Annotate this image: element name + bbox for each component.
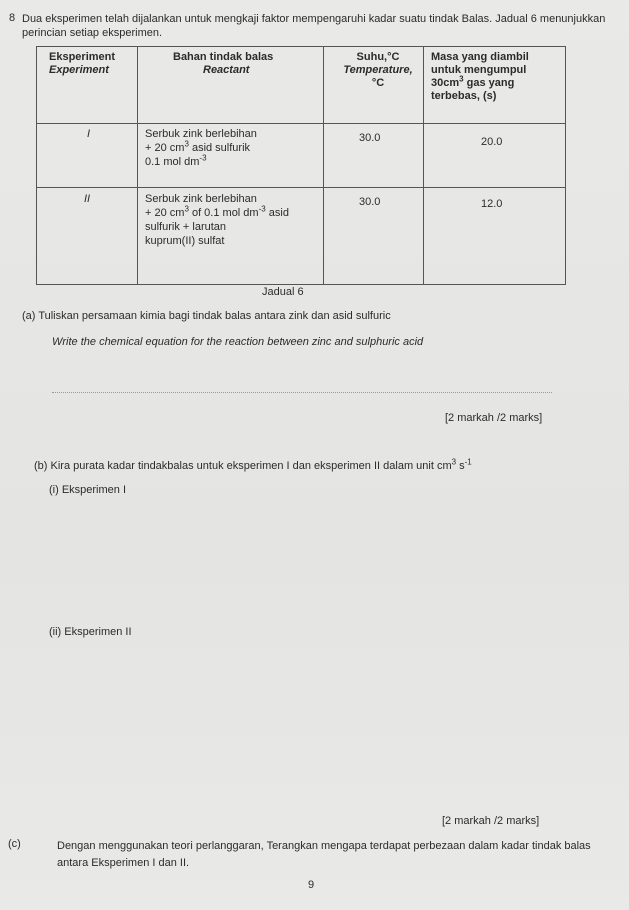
part-c-label: (c) (8, 838, 21, 850)
row2-time: 12.0 (481, 198, 503, 210)
row2-reactant: Serbuk zink berlebihan + 20 $cm^3$ of 0.1 mol $dm^{-3}$ asid sulfurik + larutan kuprum(II) sulfat (145, 193, 289, 247)
part-a-text-en: Write the chemical equation for the reaction between zinc and sulphuric acid (52, 336, 424, 348)
table-divider (37, 123, 565, 124)
table-divider (423, 47, 424, 284)
part-c-text: Dengan menggunakan teori perlanggaran, Terangkan mengapa terdapat perbezaan dalam kadar tindak balas antara Eksperimen I dan II. (57, 840, 591, 869)
header-experiment: Eksperiment Experiment (49, 51, 116, 76)
row2-temperature: 30.0 (359, 196, 381, 208)
table-divider (323, 47, 324, 284)
row1-temperature: 30.0 (359, 132, 381, 144)
header-time: Masa yang diambil untuk mengumpul $30cm^3$ gas yang terbebas, (s) (431, 51, 529, 102)
page-number: 9 (308, 879, 315, 891)
part-b-sub-i: (i) Eksperimen I (49, 484, 127, 496)
experiment-table (36, 46, 566, 285)
table-caption: Jadual 6 (262, 286, 304, 298)
part-a-text: Tuliskan persamaan kimia bagi tindak balas antara zink dan asid sulfuric (38, 310, 391, 322)
answer-line (52, 392, 552, 393)
row1-experiment: I (87, 128, 91, 140)
part-b-label: (b) (34, 460, 48, 472)
table-divider (37, 187, 565, 188)
header-temperature: Suhu,°C Temperature, °C (343, 51, 413, 89)
part-b-sub-ii: (ii) Eksperimen II (49, 626, 132, 638)
part-a-label: (a) (22, 310, 36, 322)
header-reactant: Bahan tindak balas Reactant (173, 51, 274, 76)
row1-time: 20.0 (481, 136, 503, 148)
part-b-question: (b) Kira purata kadar tindakbalas untuk eksperimen I dan eksperimen II dalam unit $cm^3$ $s^{-1}$ (34, 457, 472, 472)
row2-experiment: II (84, 193, 91, 205)
table-divider (137, 47, 138, 284)
question-number: 8 (9, 12, 16, 24)
part-a-question (22, 310, 391, 322)
part-a-marks: [2 markah /2 marks] (445, 412, 543, 424)
part-b-marks: [2 markah /2 marks] (442, 815, 540, 827)
row1-reactant: Serbuk zink berlebihan + 20 $cm^3$ asid sulfurik 0.1 mol $dm^{-3}$ (145, 128, 257, 168)
question-intro: Dua eksperimen telah dijalankan untuk mengkaji faktor mempengaruhi kadar suatu tindak Balas. Jadual 6 menunjukkan perincian setiap eksperimen. (22, 13, 606, 39)
